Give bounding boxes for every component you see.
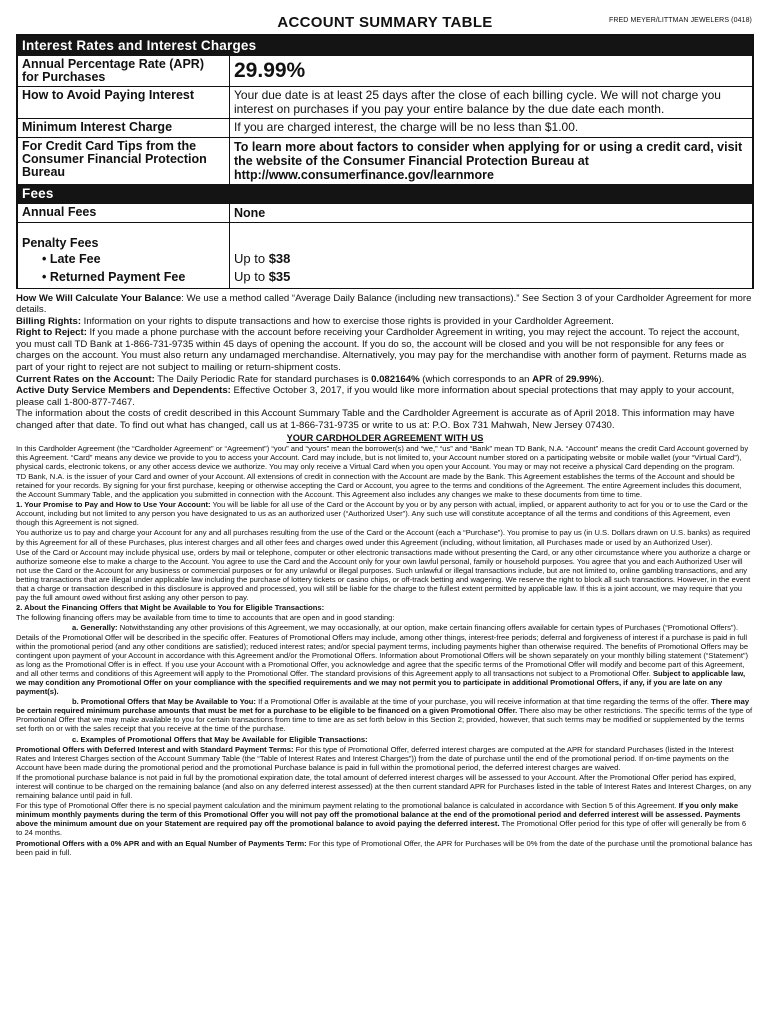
issuer-code: FRED MEYER/LITTMAN JEWELERS (0418)	[608, 17, 752, 24]
current-rates-text-4: ).	[598, 373, 605, 385]
section-1-text: You will be liable for all use of the Card or the Account by you or by any person with actual, implied, or apparent authority to act for you or to use the Card or the Account, including but not limited to any person you have designated to us as an authorized user (“Authorized User”). Any such use will constitute acceptance of all the terms and conditions of this Agreement, even though this Agreement is not signed.	[16, 500, 748, 528]
balance-method-paragraph	[16, 293, 754, 316]
avoid-interest-text: Your due date is at least 25 days after the close of each billing cycle. We will not charge you interest on purchases if you pay your entire balance by the due date each month.	[234, 88, 721, 116]
section-2b-paragraph	[16, 697, 754, 733]
penalty-fees-title: Penalty Fees	[22, 235, 99, 250]
penalty-fees-label	[18, 223, 230, 288]
section-2a-label: a. Generally:	[72, 623, 118, 633]
minimum-interest-text: If you are charged interest, the charge will be no less than $1.00.	[234, 120, 579, 134]
balance-method-label: How We Will Calculate Your Balance	[16, 292, 182, 304]
section-2-label: 2. About the Financing Offers that Might be Available to You for Eligible Transactions:	[16, 603, 325, 613]
billing-rights-label: Billing Rights:	[16, 315, 82, 327]
military-paragraph	[16, 385, 754, 408]
current-apr: 29.99%	[565, 373, 599, 385]
agreement-definitions-paragraph: In this Cardholder Agreement (the “Cardholder Agreement” or “Agreement”) “you” and “yours” mean the borrower(s) and “we,” “us” and “Bank” mean TD Bank, N.A. “Account” means the credit Card Account governed by this Agreement. “Card” means any device we provide to you to access your Account. Card may include, but is not limited to, your Account number stored on a participating website or mobile wallet (your “Virtual Card”), physical cards, electronic tokens, or any other access device we authorize. You may only receive a Virtual Card when you open your Account. You may or may not receive a physical Card depending on the program.	[16, 443, 749, 471]
minimum-payment-paragraph	[16, 801, 754, 837]
apr-label	[18, 56, 230, 86]
current-rates-text-3: of	[552, 373, 566, 385]
current-rates-paragraph	[16, 374, 754, 386]
deferred-interest-label: Promotional Offers with Deferred Interest and with Standard Payment Terms:	[16, 744, 294, 754]
section-1-label: 1. Your Promise to Pay and How to Use Your Account:	[16, 500, 211, 510]
section-2b-text-2: There also may be other restrictions. The specific terms of the type of Promotional Offer that we may make available to you for certain transactions from time to time are as set forth below in this Section 2; provided, however, that such terms may be modified or supplemented by the terms set forth on or with the sales receipt that you receive at the time of the purchase.	[16, 706, 753, 734]
late-fee-amount: $38	[268, 250, 291, 266]
annual-fees-label: Annual Fees	[18, 204, 230, 222]
authorization-paragraph: You authorize us to pay and charge your Account for any and all purchases resulting from the use of the Card or the Account (each a “Purchase”). You promise to pay us (in U.S. Dollars drawn on U.S. banks) as required by this Agreement for all of these Purchases, plus interest charges and all other fees and charges owed under this Agreement (including, without limitation, all Purchases made or used by an Authorized User).	[16, 528, 751, 547]
deferred-interest-paragraph	[16, 745, 754, 772]
avoid-interest-row	[18, 86, 752, 118]
billing-rights-paragraph	[16, 316, 754, 328]
late-fee-prefix: Up to	[234, 250, 269, 266]
current-rates-text-2: (which corresponds to an	[419, 373, 533, 385]
returned-payment-fee-amount: $35	[268, 268, 291, 284]
minimum-interest-row	[18, 118, 752, 137]
annual-fees-row	[18, 204, 752, 222]
document-title: ACCOUNT SUMMARY TABLE	[277, 14, 493, 31]
disclosure-notes	[16, 293, 754, 432]
section-2b-text-1: If a Promotional Offer is available at the time of your purchase, you will receive information at that time regarding the terms of the offer.	[255, 697, 712, 707]
cfpb-tips-label: For Credit Card Tips from the Consumer Financial Protection Bureau	[18, 138, 230, 184]
interest-section-heading: Interest Rates and Interest Charges	[18, 36, 752, 56]
right-to-reject-text: If you made a phone purchase with the account before receiving your Cardholder Agreement in writing, you may reject the account. To reject the account, you must call TD Bank at 1-866-731-9735 within 45 days of opening the account. If you do so, the account will be closed and you will be not responsible for any fees or charges on the account. You must also return any undamaged merchandise. Alternatively, you may pay for the merchandise with another form of payment. Returns made as part of your right to reject are not subject to mailing or return-shipment costs.	[16, 327, 747, 374]
balance-method-text: : We use a method called “Average Daily Balance (including new transactions).” See Section 3 of your Cardholder Agreement for more details.	[16, 292, 752, 316]
section-2-heading	[16, 603, 754, 612]
minimum-payment-tail: The Promotional Offer period for this type of offer will generally be from 6 to 24 months.	[16, 819, 747, 838]
avoid-interest-label: How to Avoid Paying Interest	[18, 87, 230, 118]
penalty-fees-row	[18, 222, 752, 288]
section-2-intro: The following financing offers may be available from time to time to accounts that are open and in good standing:	[16, 613, 395, 623]
right-to-reject-label: Right to Reject:	[16, 327, 87, 339]
agreement-issuer-paragraph: TD Bank, N.A. is the issuer of your Card and owner of your Account. All extensions of credit in connection with the Account are made by the Bank. This Agreement establishes the terms of the Account and should be retained for your records. By signing for your first purchase, keeping or otherwise accepting the Card or Account, you agree to the terms and conditions of the Agreement. The entire Agreement includes this document, the Account Summary Table, and the application you submitted in connection with the Account. This Agreement also includes any changes we make to these documents from time to time.	[16, 471, 742, 500]
section-2b-bold: There may be certain required minimum purchase amounts that must be met for a purchase to be eligible to be financed on a given Promotional Offer.	[16, 697, 750, 716]
apr-label-line-1: Annual Percentage Rate (APR)	[22, 57, 204, 71]
current-rates-text-1: The Daily Periodic Rate for standard purchases is	[154, 373, 372, 385]
document-header	[16, 8, 754, 34]
section-2b-label: b. Promotional Offers that May be Available to You:	[72, 697, 256, 707]
minimum-interest-label: Minimum Interest Charge	[18, 119, 230, 137]
deferred-interest-text: For this type of Promotional Offer, deferred interest charges are computed at the APR for standard Purchases (listed in the Interest Rates and Interest Charges section of the Account Summary Table (the “Table of Interest Rates and Interest Charges”)) from the date of purchase until the end of the promotional period. If on-time payments on the Account have been made during the promotional period and the promotional Purchase balance is paid in full within the promotional period, the deferred interest charges are waived.	[16, 744, 734, 772]
zero-apr-label: Promotional Offers with a 0% APR and with an Equal Number of Payments Term:	[16, 838, 307, 848]
section-1-paragraph	[16, 500, 754, 527]
cardholder-agreement-body	[16, 444, 754, 857]
cfpb-tips-row	[18, 137, 752, 184]
military-label: Active Duty Service Members and Dependents:	[16, 385, 231, 397]
late-fee-label: • Late Fee	[42, 251, 101, 266]
card-use-paragraph: Use of the Card or Account may include physical use, orders by mail or telephone, computer or other electronic transactions made without presenting the Card, or any other circumstance where you authorize a charge or authorize someone else to make a charge to the Account. You agree to use the Card and the Account only for your own lawful personal, family or household purposes. You agree that you and each Authorized User will not use the Card or the Account for any business or commercial purposes or for any unlawful or illegal purposes. Such unlawful or illegal transactions include, but are not limited to, online gambling transactions, and any betting transactions that are illegal under applicable law including the purchase of lottery tickets or casino chips, or off-track betting and wagering. We reserve the right to block all such transactions. However, in the event that a charge or transaction described in this disclosure is approved and processed, you will still be liable for the charge to the fullest extent permitted by applicable law. If this is a joint account, we may require that you pay the full amount owed without first asking any other person to pay.	[16, 547, 751, 603]
current-rates-label: Current Rates on the Account:	[16, 373, 155, 385]
military-text: Effective October 3, 2017, if you would like more information about special protections that may apply to your account, please call 1-800-877-7467.	[16, 385, 735, 408]
minimum-payment-text: For this type of Promotional Offer there is no special payment calculation and the minimum payment relating to the promotional balance is calculated in accordance with Section 5 of this Agreement.	[16, 801, 679, 811]
apr-label-line-2: for Purchases	[22, 70, 106, 84]
section-2c-label: c. Examples of Promotional Offers that May be Available for Eligible Transactions:	[72, 734, 368, 744]
cardholder-agreement-heading: YOUR CARDHOLDER AGREEMENT WITH US	[286, 432, 484, 443]
section-2c-heading	[16, 735, 754, 744]
document-page	[16, 0, 754, 857]
fees-section-heading: Fees	[18, 184, 752, 204]
section-2a-bold: Subject to applicable law, we may condition any Promotional Offer on your compliance with the specified requirements and we may not permit you to participate in additional Promotional Offers, if any, if you are late on any payment(s).	[16, 668, 746, 697]
accuracy-paragraph: The information about the costs of credit described in this Account Summary Table and the Cardholder Agreement is accurate as of April 2018. This information may have changed after that date. To find out what has changed, call us at 1-866-731-9735 or write to us at: P.O. Box 731 Mahwah, New Jersey 07430.	[16, 408, 735, 432]
apr-word: APR	[532, 373, 553, 385]
zero-apr-paragraph	[16, 839, 754, 857]
not-paid-in-full-paragraph: If the promotional purchase balance is not paid in full by the promotional expiration date, the total amount of deferred interest charges will be assessed to your Account. After the Promotional Offer period has expired, interest will continue to be charged on the remaining balance (and also on any deferred interest assessed) at the then current standard APR for Purchases listed in the table of Interest Rates and Interest Charges, on any remaining balance until paid in full.	[16, 772, 752, 801]
daily-periodic-rate: 0.082164%	[371, 373, 420, 385]
apr-value: 29.99%	[234, 59, 306, 82]
returned-payment-fee-label: • Returned Payment Fee	[42, 269, 186, 284]
zero-apr-text: For this type of Promotional Offer, the APR for Purchases will be 0% from the date of the purchase until the promotional balance has been paid in full.	[16, 838, 753, 857]
section-2a-paragraph	[16, 623, 754, 696]
apr-row	[18, 56, 752, 86]
annual-fees-value: None	[234, 205, 266, 220]
section-2a-text: Notwithstanding any other provisions of this Agreement, we may occasionally, at our option, make certain financing offers available for certain types of Purchases (“Promotional Offers”). Details of the Promotional Offer will be described in the specific offer. Features of Promotional Offers may include, among other things, interest-free periods; deferral and forgiveness of interest if a purchase is paid in full within the promotional period (and any other conditions are satisfied); reduced interest rates; and/or special payment terms, including payments higher than otherwise required. The benefits of Promotional Offers may be contingent upon payment of your Account in accordance with this Agreement and/or the Promotional Offers. Information about Promotional Offers will be shown separately on your monthly billing statement (“Statement”) as long as the Promotional Offer is in effect. If you use your Account with a Promotional Offer, you acknowledge and agree that the specific terms of the Promotional Offer will modify and become part of this Agreement, and all other terms and conditions of this Agreement will apply to the Promotional Offer. The standard provisions of this Agreement apply to all transactions not subject to a Promotional Offer.	[16, 623, 749, 678]
right-to-reject-paragraph	[16, 327, 754, 373]
billing-rights-text: Information on your rights to dispute transactions and how to exercise those rights is provided in your Cardholder Agreement.	[81, 315, 614, 327]
minimum-payment-bold: If you only make minimum monthly payments during the term of this Promotional Offer you will not pay off the promotional balance at the end of the promotional period and deferred interest will be assessed. Payments above the minimum amount due on your Statement are required pay off the promotional balance to avoid paying the deferred interest.	[16, 801, 741, 829]
cfpb-tips-text: To learn more about factors to consider when applying for or using a credit card, visit the website of the Consumer Financial Protection Bureau at http://www.consumerfinance.gov/learnmore	[234, 139, 743, 182]
returned-payment-fee-prefix: Up to	[234, 268, 269, 284]
penalty-fees-values	[230, 223, 752, 288]
account-summary-table	[16, 34, 754, 289]
